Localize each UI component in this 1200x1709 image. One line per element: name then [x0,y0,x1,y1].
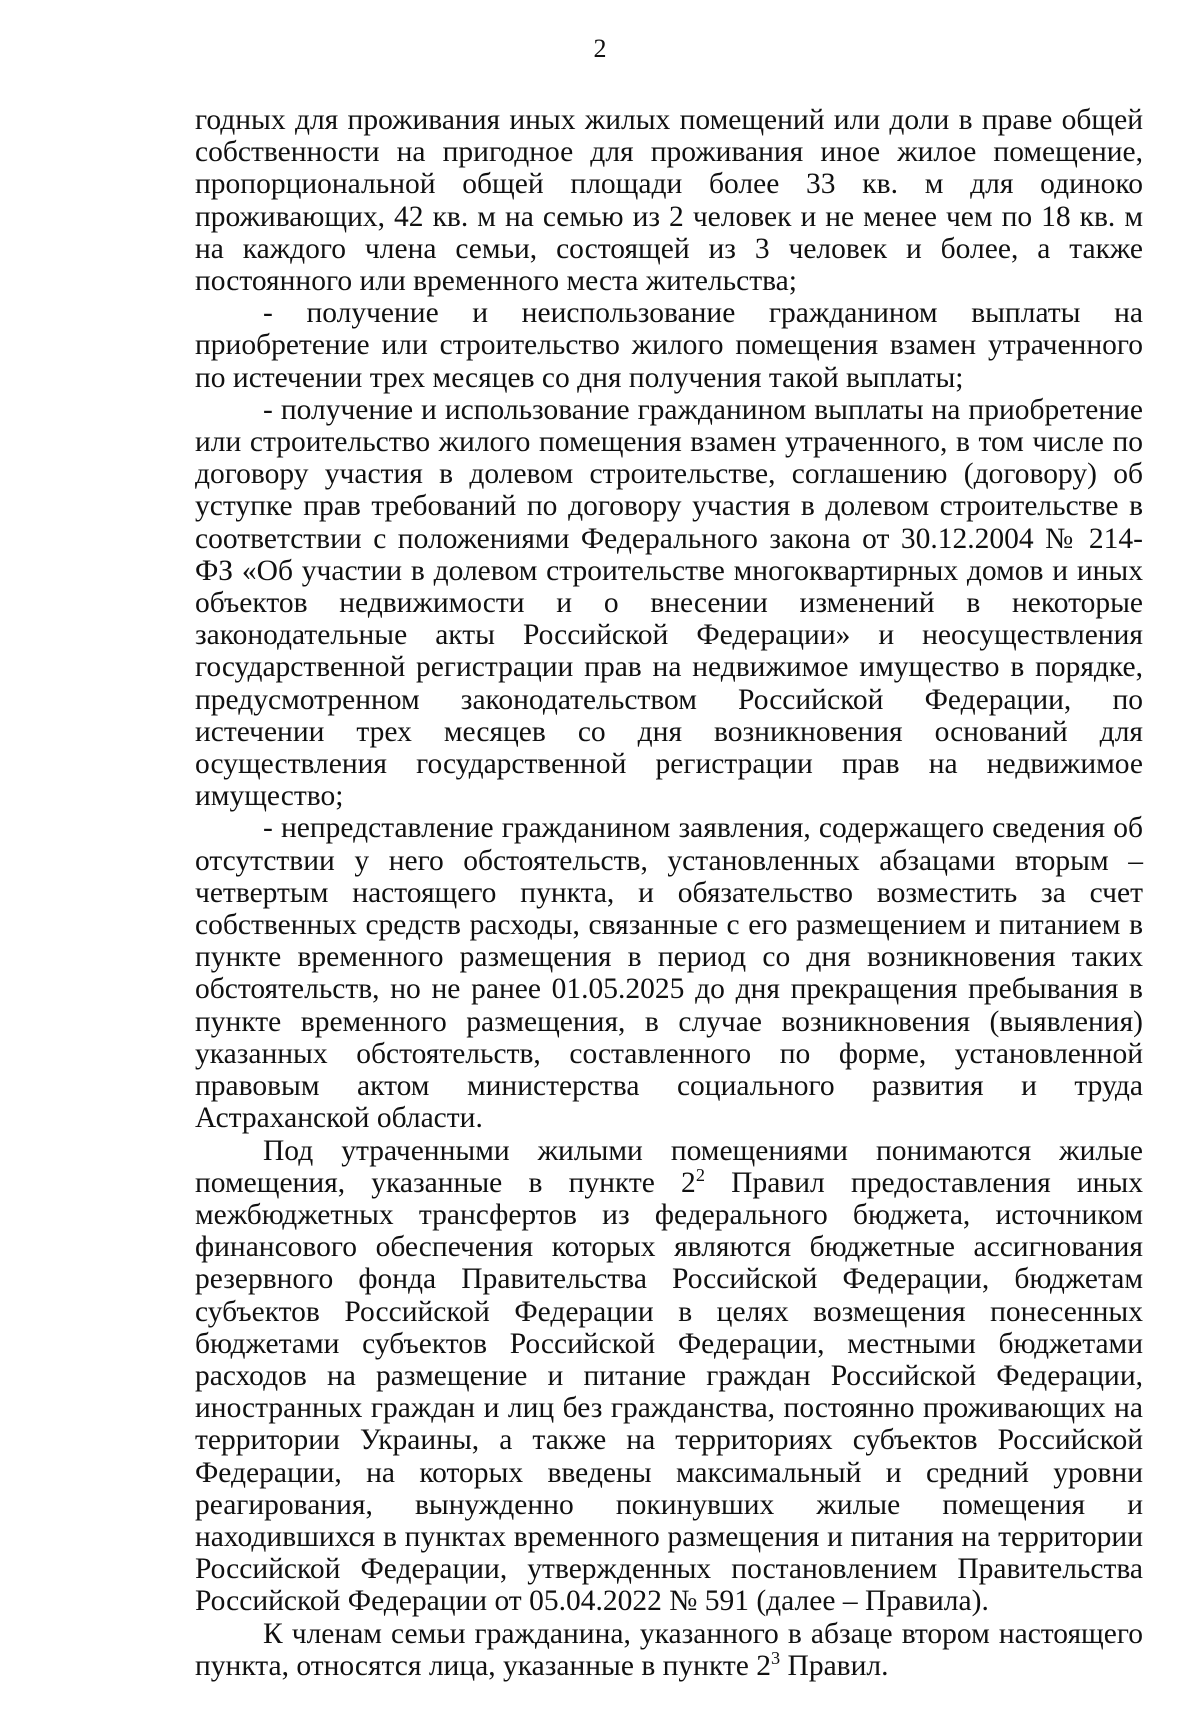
document-body [195,104,1143,1682]
paragraph-text-part: Под утраченными жилыми помещениями понимаются жилые помещения, указанные в пункте 2 [195,1134,1143,1199]
paragraph-list-item-payment-unused: - получение и неиспользование гражданином выплаты на приобретение или строительство жилого помещения взамен утраченного по истечении трех месяцев со дня получения такой выплаты; [195,297,1143,394]
superscript-footnote: 3 [771,1647,781,1668]
paragraph-text-part: Правил предоставления иных межбюджетных трансфертов из федерального бюджета, источником финансового обеспечения которых являются бюджетные ассигнования резервного фонда Правительства Российской Федерации, бюджетам субъектов Российской Федерации в целях возмещения понесенных бюджетами субъектов Российской Федерации, местными бюджетами расходов на размещение и питание граждан Российской Федерации, иностранных граждан и лиц без гражданства, постоянно проживающих на территории Украины, а также на территориях субъектов Российской Федерации, на которых введены максимальный и средний уровни реагирования, вынужденно покинувших жилые помещения и находившихся в пунктах временного размещения и питания на территории Российской Федерации, утвержденных постановлением Правительства Российской Федерации от 05.04.2022 № 591 (далее – Правила). [195,1166,1143,1618]
paragraph-text-part: К членам семьи гражданина, указанного в абзаце втором настоящего пункта, относятся лица, указанные в пункте 2 [195,1617,1143,1682]
page-number: 2 [593,34,607,63]
paragraph-text-part: Правил. [780,1649,889,1682]
paragraph-lost-housing-definition [195,1135,1143,1618]
paragraph-continuation: годных для проживания иных жилых помещений или доли в праве общей собственности на пригодное для проживания иное жилое помещение, пропорциональной общей площади более 33 кв. м для одиноко проживающих, 42 кв. м на семью из 2 человек и не менее чем по 18 кв. м на каждого члена семьи, состоящей из 3 человек и более, а также постоянного или временного места жительства; [195,104,1143,298]
paragraph-list-item-no-statement: - непредставление гражданином заявления, содержащего сведения об отсутствии у него обстоятельств, установленных абзацами вторым – четвертым настоящего пункта, и обязательство возместить за счет собственных средств расходы, связанные с его размещением и питанием в пункте временного размещения в период со дня возникновения таких обстоятельств, но не ранее 01.05.2025 до дня прекращения пребывания в пункте временного размещения, в случае возникновения (выявления) указанных обстоятельств, составленного по форме, установленной правовым актом министерства социального развития и труда Астраханской области. [195,812,1143,1135]
paragraph-family-members [195,1618,1143,1682]
paragraph-list-item-payment-used: - получение и использование гражданином выплаты на приобретение или строительство жилого помещения взамен утраченного, в том числе по договору участия в долевом строительстве, соглашению (договору) об уступке прав требований по договору участия в долевом строительстве в соответствии с положениями Федерального закона от 30.12.2004 № 214-ФЗ «Об участии в долевом строительстве многоквартирных домов и иных объектов недвижимости и о внесении изменений в некоторые законодательные акты Российской Федерации» и неосуществления государственной регистрации прав на недвижимое имущество в порядке, предусмотренном законодательством Российской Федерации, по истечении трех месяцев со дня возникновения оснований для осуществления государственной регистрации прав на недвижимое имущество; [195,393,1143,813]
superscript-footnote: 2 [695,1164,705,1185]
